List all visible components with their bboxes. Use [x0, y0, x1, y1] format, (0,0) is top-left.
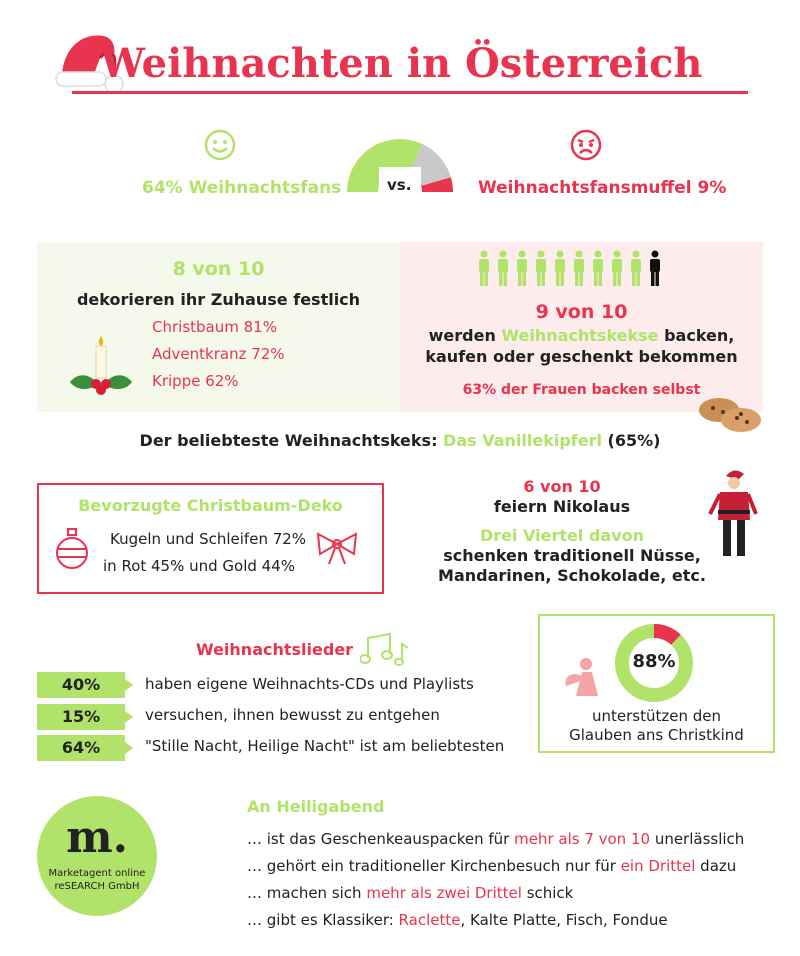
- nikolaus-headline: 6 von 10: [523, 477, 601, 496]
- favorite-highlight: Das Vanillekipferl: [443, 431, 602, 450]
- cookies-icon: [695, 390, 765, 436]
- muffel-label: Weihnachtsfansmuffel 9%: [478, 178, 727, 198]
- person-icon: [612, 251, 622, 287]
- deko-title: Bevorzugte Christbaum-Deko: [78, 496, 343, 515]
- person-icon: [593, 251, 603, 287]
- christkind-line2: Glauben ans Christkind: [569, 726, 744, 744]
- line-pre: … gehört ein traditioneller Kirchenbesuch nur für: [247, 857, 621, 875]
- nikolaus-line1: feiern Nikolaus: [493, 497, 631, 516]
- person-icon: [517, 251, 527, 287]
- vs-label: vs.: [387, 176, 412, 194]
- favorite-post: (65%): [601, 431, 661, 450]
- cookies-line1-pre: werden: [428, 326, 502, 345]
- song-pct: 64%: [37, 735, 125, 761]
- song-pct: 40%: [37, 672, 125, 698]
- song-text: versuchen, ihnen bewusst zu entgehen: [145, 706, 440, 724]
- nikolaus-line3: Mandarinen, Schokolade, etc.: [438, 566, 706, 585]
- fans-label: 64% Weihnachtsfans: [142, 178, 342, 198]
- nikolaus-highlight: Drei Viertel davon: [479, 526, 645, 545]
- cookies-highlight: Weihnachtskekse: [501, 326, 659, 345]
- ornament-icon: [55, 527, 89, 571]
- person-icon: [631, 251, 641, 287]
- grumpy-face-icon: [570, 129, 602, 161]
- music-notes-icon: [360, 632, 410, 666]
- line-post: unerlässlich: [650, 830, 745, 848]
- line-post: schick: [521, 884, 574, 902]
- line-highlight: Raclette: [398, 911, 461, 929]
- person-icon: [536, 251, 546, 287]
- favorite-pre: Der beliebteste Weihnachtskeks:: [139, 431, 444, 450]
- decorate-item: Christbaum 81%: [152, 318, 277, 336]
- heiligabend-line: [247, 911, 668, 929]
- line-pre: … machen sich: [247, 884, 367, 902]
- bow-icon: [314, 528, 360, 568]
- nikolaus-icon: [708, 466, 758, 566]
- heiligabend-line: [247, 884, 573, 902]
- decorate-item: Krippe 62%: [152, 372, 239, 390]
- song-pct: 15%: [37, 704, 125, 730]
- line-post: , Kalte Platte, Fisch, Fondue: [460, 911, 668, 929]
- decorate-item: Adventkranz 72%: [152, 345, 285, 363]
- heiligabend-line: [247, 830, 744, 848]
- person-icon: [555, 251, 565, 287]
- person-icon: [498, 251, 508, 287]
- line-post: dazu: [695, 857, 737, 875]
- logo-letter: m.: [66, 812, 128, 863]
- heiligabend-line: [247, 857, 736, 875]
- christkind-line1: unterstützen den: [591, 707, 721, 725]
- decorate-headline: 8 von 10: [172, 258, 265, 280]
- line-pre: … gibt es Klassiker:: [247, 911, 399, 929]
- song-text: haben eigene Weihnachts-CDs und Playlists: [145, 675, 474, 693]
- cookies-line1: [400, 326, 763, 345]
- cookies-headline: 9 von 10: [535, 301, 628, 323]
- person-icon: [574, 251, 584, 287]
- deko-line1: Kugeln und Schleifen 72%: [110, 530, 307, 548]
- favorite-cookie: [0, 431, 800, 450]
- heiligabend-title: An Heiligabend: [247, 797, 385, 816]
- nikolaus-line2: schenken traditionell Nüsse,: [443, 546, 701, 565]
- donut-rest-arc: [654, 631, 676, 640]
- cookies-line2: kaufen oder geschenkt bekommen: [425, 347, 738, 366]
- songs-title: Weihnachtslieder: [196, 640, 354, 659]
- logo-line1: Marketagent online: [48, 868, 146, 879]
- candle-holly-icon: [66, 330, 136, 396]
- angel-icon: [562, 656, 602, 702]
- women-baking: 63% der Frauen backen selbst: [462, 382, 701, 398]
- christkind-pct: 88%: [632, 651, 676, 672]
- smiley-icon: [204, 129, 236, 161]
- cookies-line1-post: backen,: [658, 326, 735, 345]
- line-pre: … ist das Geschenkeauspacken für: [247, 830, 515, 848]
- page-title: Weihnachten in Österreich: [100, 40, 703, 87]
- song-text: "Stille Nacht, Heilige Nacht" ist am beliebtesten: [145, 737, 505, 755]
- line-highlight: mehr als zwei Drittel: [366, 884, 522, 902]
- line-highlight: ein Drittel: [620, 857, 696, 875]
- deko-line2: in Rot 45% und Gold 44%: [103, 557, 296, 575]
- logo-line2: reSEARCH GmbH: [54, 881, 140, 892]
- people-row: [477, 250, 677, 288]
- person-icon: [479, 251, 489, 287]
- line-highlight: mehr als 7 von 10: [514, 830, 651, 848]
- title-underline: [72, 91, 748, 94]
- decorate-subline: dekorieren ihr Zuhause festlich: [76, 290, 361, 309]
- person-icon: [650, 251, 660, 287]
